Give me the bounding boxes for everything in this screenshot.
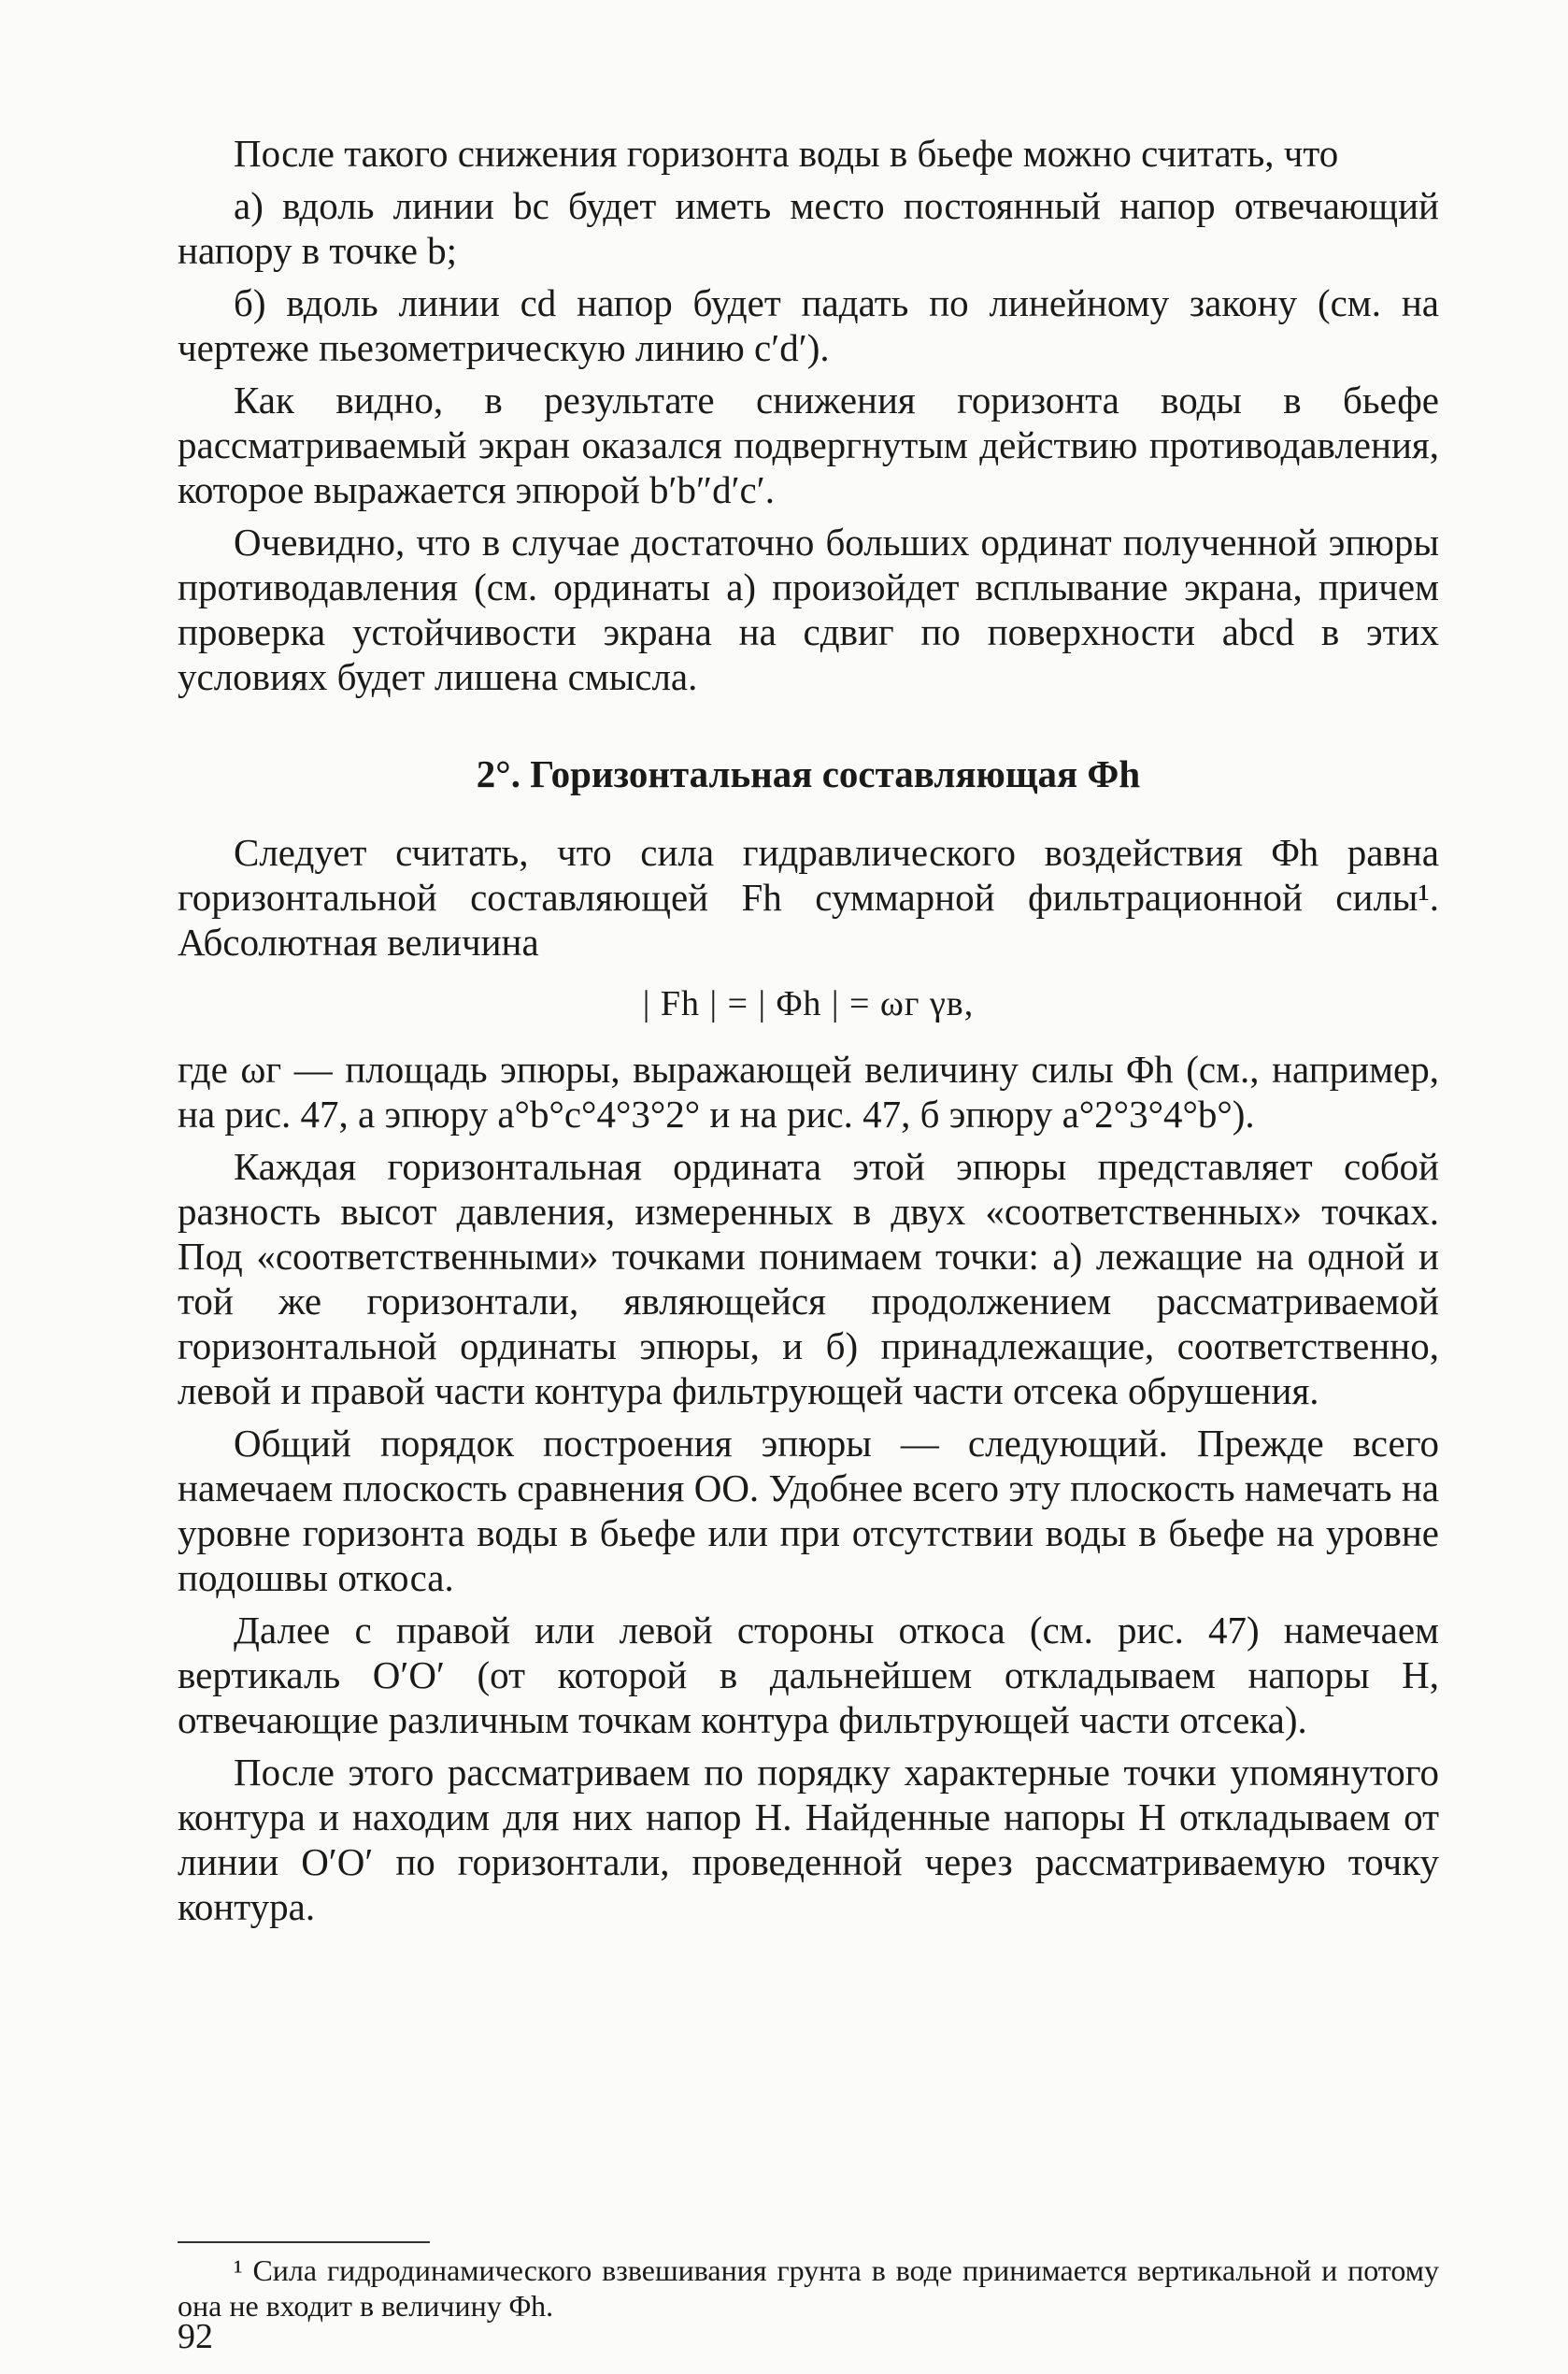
paragraph-item-a: а) вдоль линии bc будет иметь место постоянный напор отвечающий напору в точке b; bbox=[178, 184, 1439, 272]
paragraph-procedure: Общий порядок построения эпюры — следующий. Прежде всего намечаем плоскость сравнения OO. Удобнее всего эту плоскость намечать на уровне горизонта воды в бьефе или при отсутствии воды в бьефе на уровне подошвы откоса. bbox=[178, 1422, 1439, 1599]
paragraph-vertical: Далее с правой или левой стороны откоса (см. рис. 47) намечаем вертикаль O′O′ (от которой в дальнейшем откладываем напоры H, отвечающие различным точкам контура фильтрующей части отсека). bbox=[178, 1609, 1439, 1741]
paragraph-ordinate: Каждая горизонтальная ордината этой эпюры представляет собой разность высот давления, измеренных в двух «соответственных» точках. Под «соответственными» точками понимаем точки: а) лежащие на одной и той же горизонтали, являющейся продолжением рассматриваемой горизонтальной ординаты эпюры, и б) принадлежащие, соответственно, левой и правой части контура фильтрующей части отсека обрушения. bbox=[178, 1145, 1439, 1412]
paragraph-item-b: б) вдоль линии cd напор будет падать по линейному закону (см. на чертеже пьезометрическую линию c′d′). bbox=[178, 281, 1439, 369]
main-text bbox=[178, 131, 1439, 1937]
section-heading: 2°. Горизонтальная составляющая Φh bbox=[476, 752, 1141, 795]
paragraph-intro: После такого снижения горизонта воды в бьефе можно считать, что bbox=[234, 132, 1339, 175]
page-number: 92 bbox=[178, 2317, 213, 2356]
paragraph-heads: После этого рассматриваем по порядку характерные точки упомянутого контура и находим для них напор H. Найденные напоры H откладываем от линии O′O′ по горизонтали, проведенной через рассматриваемую точку контура. bbox=[178, 1751, 1439, 1928]
paragraph-where: где ωг — площадь эпюры, выражающей величину силы Φh (см., например, на рис. 47, а эпюру a°b°c°4°3°2° и на рис. 47, б эпюру a°2°3°4°b°). bbox=[178, 1048, 1439, 1136]
footnote: ¹ Сила гидродинамического взвешивания грунта в воде принимается вертикальной и потому она не входит в величину Φh. bbox=[178, 2253, 1439, 2323]
paragraph-counterpressure: Как видно, в результате снижения горизонта воды в бьефе рассматриваемый экран оказался подвергнутым действию противодавления, которое выражается эпюрой b′b″d′c′. bbox=[178, 379, 1439, 511]
paragraph-force: Следует считать, что сила гидравлического воздействия Φh равна горизонтальной составляющей Fh суммарной фильтрационной силы¹. Абсолютная величина bbox=[178, 831, 1439, 964]
footnote-rule bbox=[178, 2241, 430, 2243]
formula: | Fh | = | Φh | = ωг γв, bbox=[642, 984, 975, 1023]
paragraph-floating: Очевидно, что в случае достаточно больших ординат полученной эпюры противодавления (см. ординаты a) произойдет всплывание экрана, причем проверка устойчивости экрана на сдвиг по поверхности abcd в этих условиях будет лишена смысла. bbox=[178, 521, 1439, 698]
